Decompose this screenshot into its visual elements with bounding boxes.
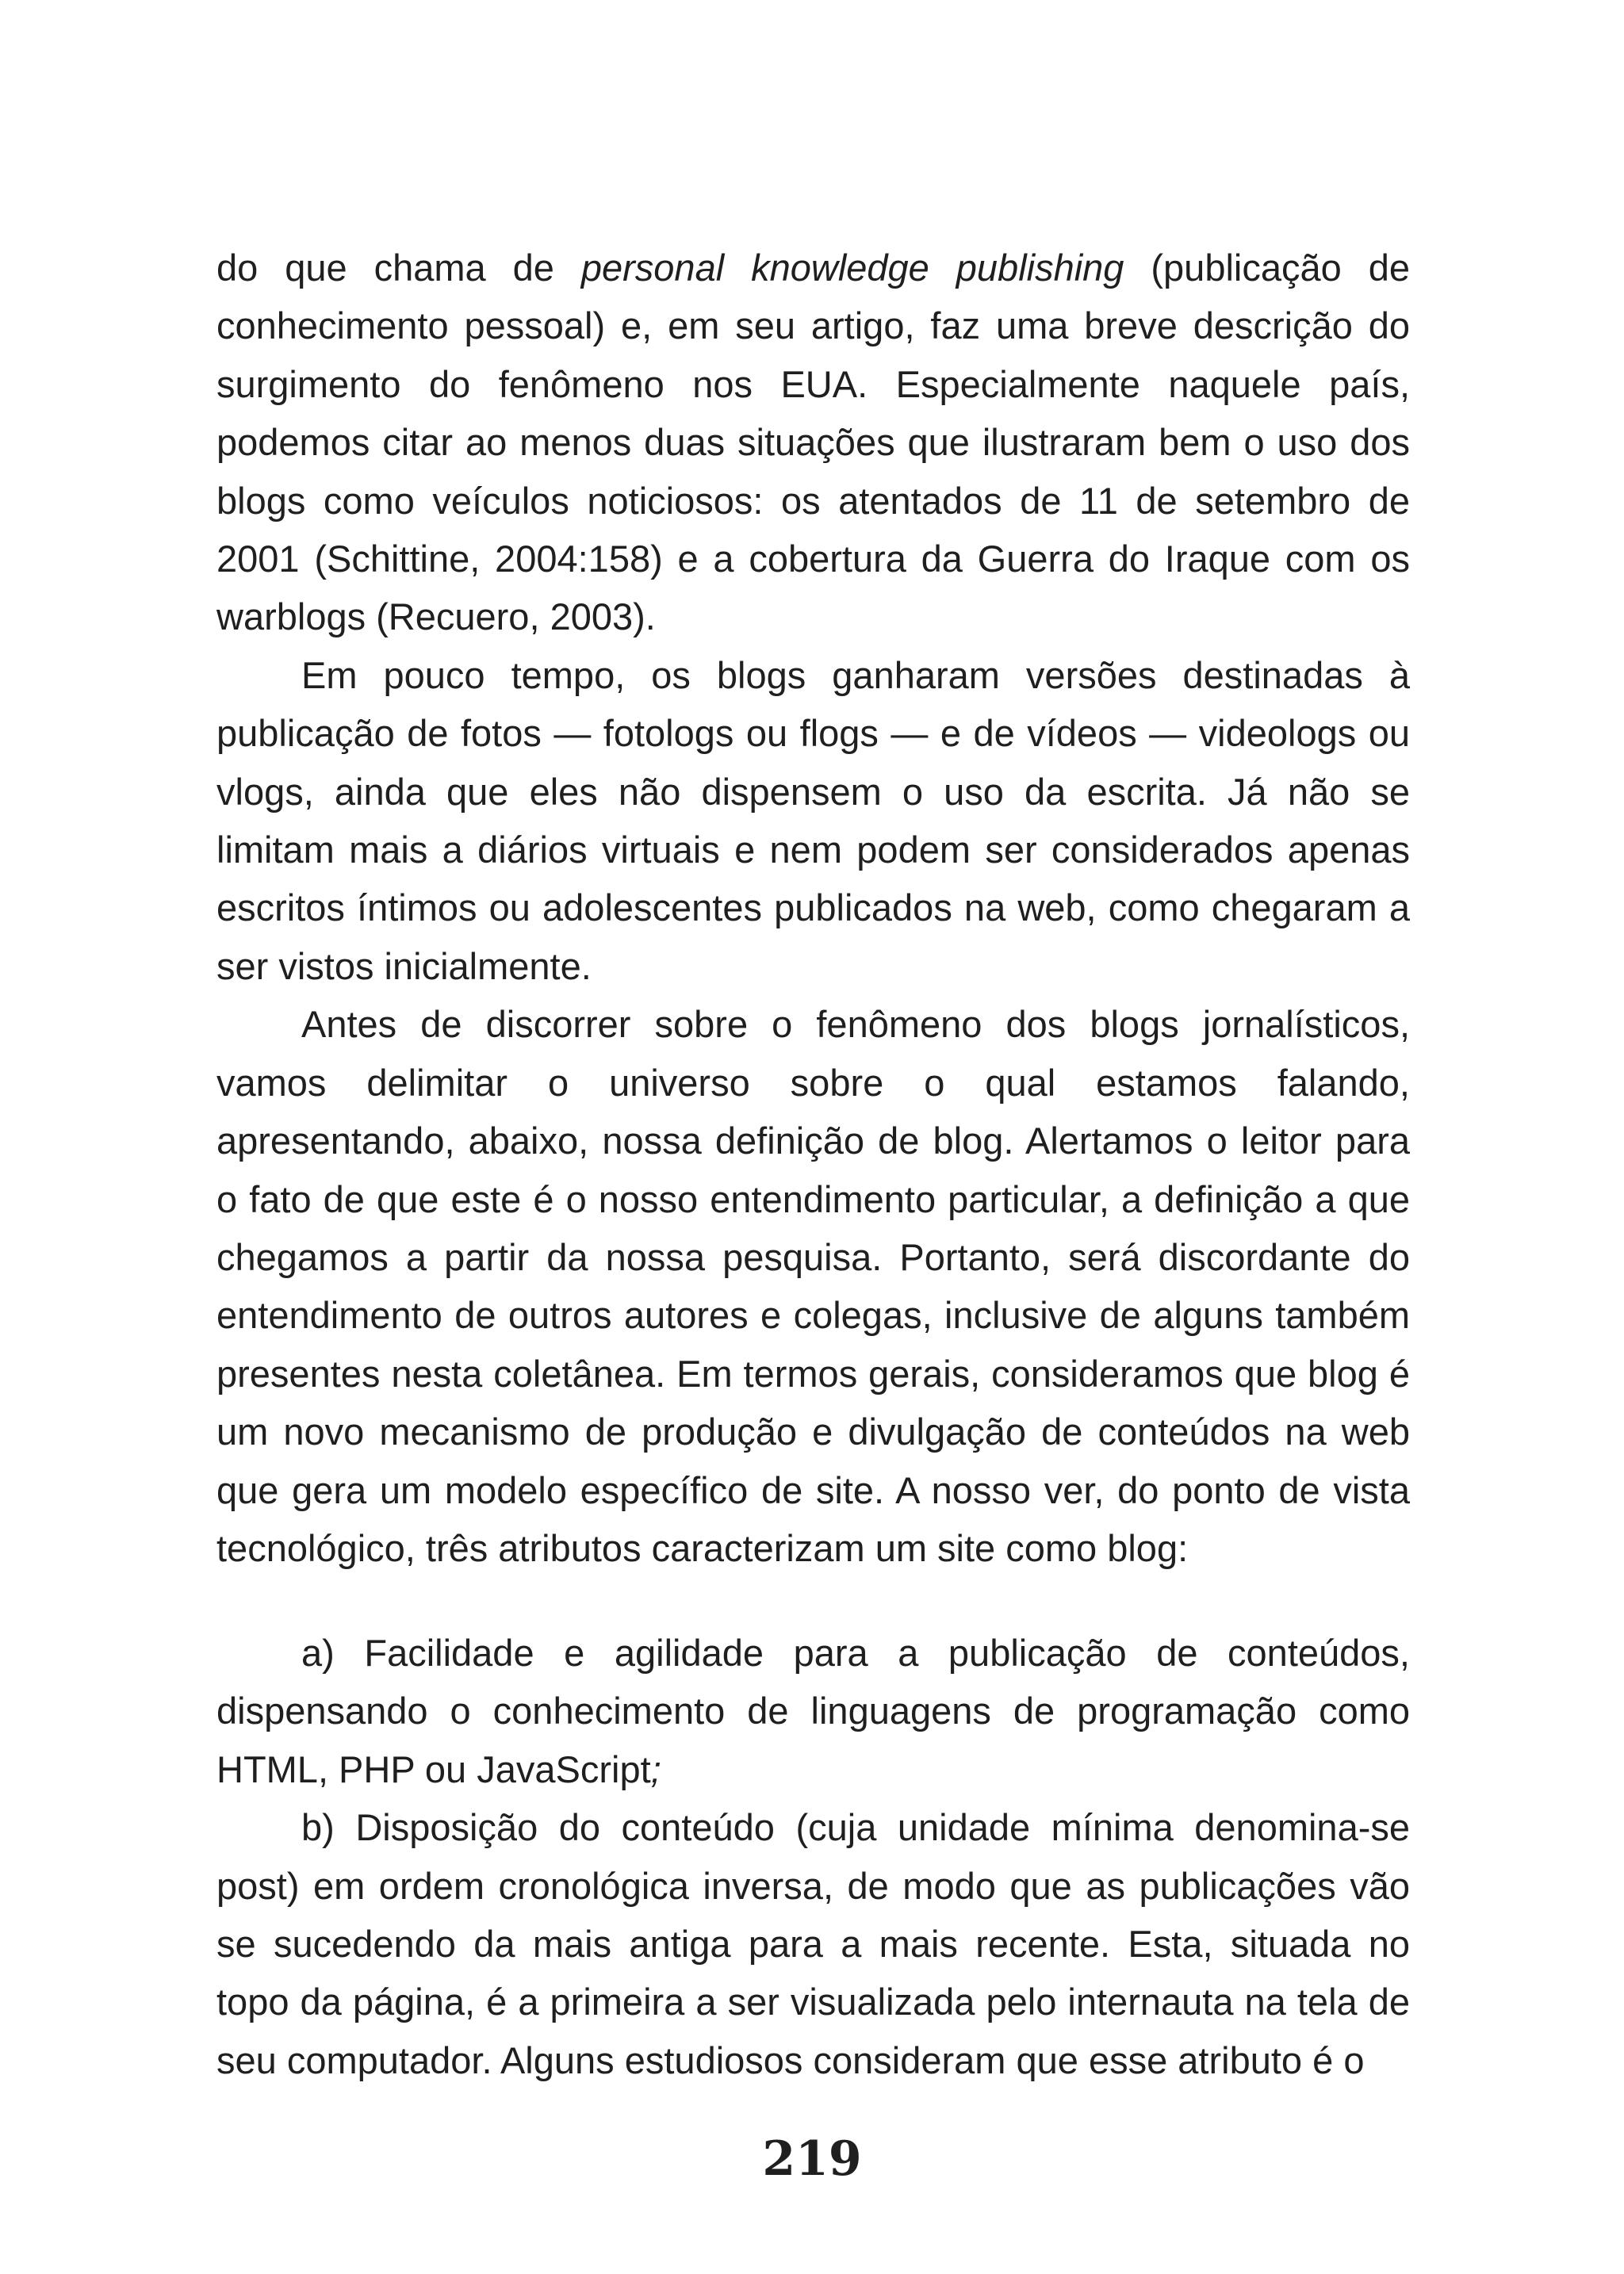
list-item-a-end: ; <box>650 1748 661 1790</box>
paragraph-1-rest: (publicação de conhecimento pessoal) e, em seu artigo, faz uma breve descrição do surgimento do fenômeno nos EUA. Especialmente naquele país, podemos citar ao menos duas situações que ilustraram bem o uso dos blogs como veículos noticiosos: os atentados de 11 de setembro de 2001 (Schittine, 2004:158) e a cobertura da Guerra do Iraque com os warblogs (Recuero, 2003). <box>216 247 1410 638</box>
paragraph-1-start: do que chama de <box>216 247 581 289</box>
paragraph-1 <box>216 239 1410 646</box>
attribute-list <box>216 1624 1410 2089</box>
paragraph-2: Em pouco tempo, os blogs ganharam versões destinadas à publicação de fotos — fotologs ou flogs — e de vídeos — videologs ou vlogs, ainda que eles não dispensem o uso da escrita. Já não se limitam mais a diários virtuais e nem podem ser considerados apenas escritos íntimos ou adolescentes publicados na web, como chegaram a ser vistos inicialmente. <box>216 653 1410 987</box>
body-text-upper <box>216 239 1410 1577</box>
list-item-b: b) Disposição do conteúdo (cuja unidade mínima denomina-se post) em ordem cronológica inversa, de modo que as publicações vão se sucedendo da mais antiga para a mais recente. Esta, situada no topo da página, é a primeira a ser visualizada pelo internauta na tela de seu computador. Alguns estudiosos consideram que esse atributo é o <box>216 1806 1410 2081</box>
page-number: 219 <box>762 2131 862 2187</box>
italic-term: personal knowledge publishing <box>580 247 1124 289</box>
list-item-a <box>216 1624 1410 1798</box>
paragraph-3: Antes de discorrer sobre o fenômeno dos blogs jornalísticos, vamos delimitar o universo sobre o qual estamos falando, apresentando, abaixo, nossa definição de blog. Alertamos o leitor para o fato de que este é o nosso entendimento particular, a definição a que chegamos a partir da nossa pesquisa. Portanto, será discordante do entendimento de outros autores e colegas, inclusive de alguns também presentes nesta coletânea. Em termos gerais, consideramos que blog é um novo mecanismo de produção e divulgação de conteúdos na web que gera um modelo específico de site. A nosso ver, do ponto de vista tecnológico, três atributos caracterizam um site como blog: <box>216 1003 1410 1569</box>
list-item-a-text: a) Facilidade e agilidade para a publicação de conteúdos, dispensando o conhecimento de linguagens de programação como HTML, PHP ou JavaScript <box>216 1632 1410 1790</box>
